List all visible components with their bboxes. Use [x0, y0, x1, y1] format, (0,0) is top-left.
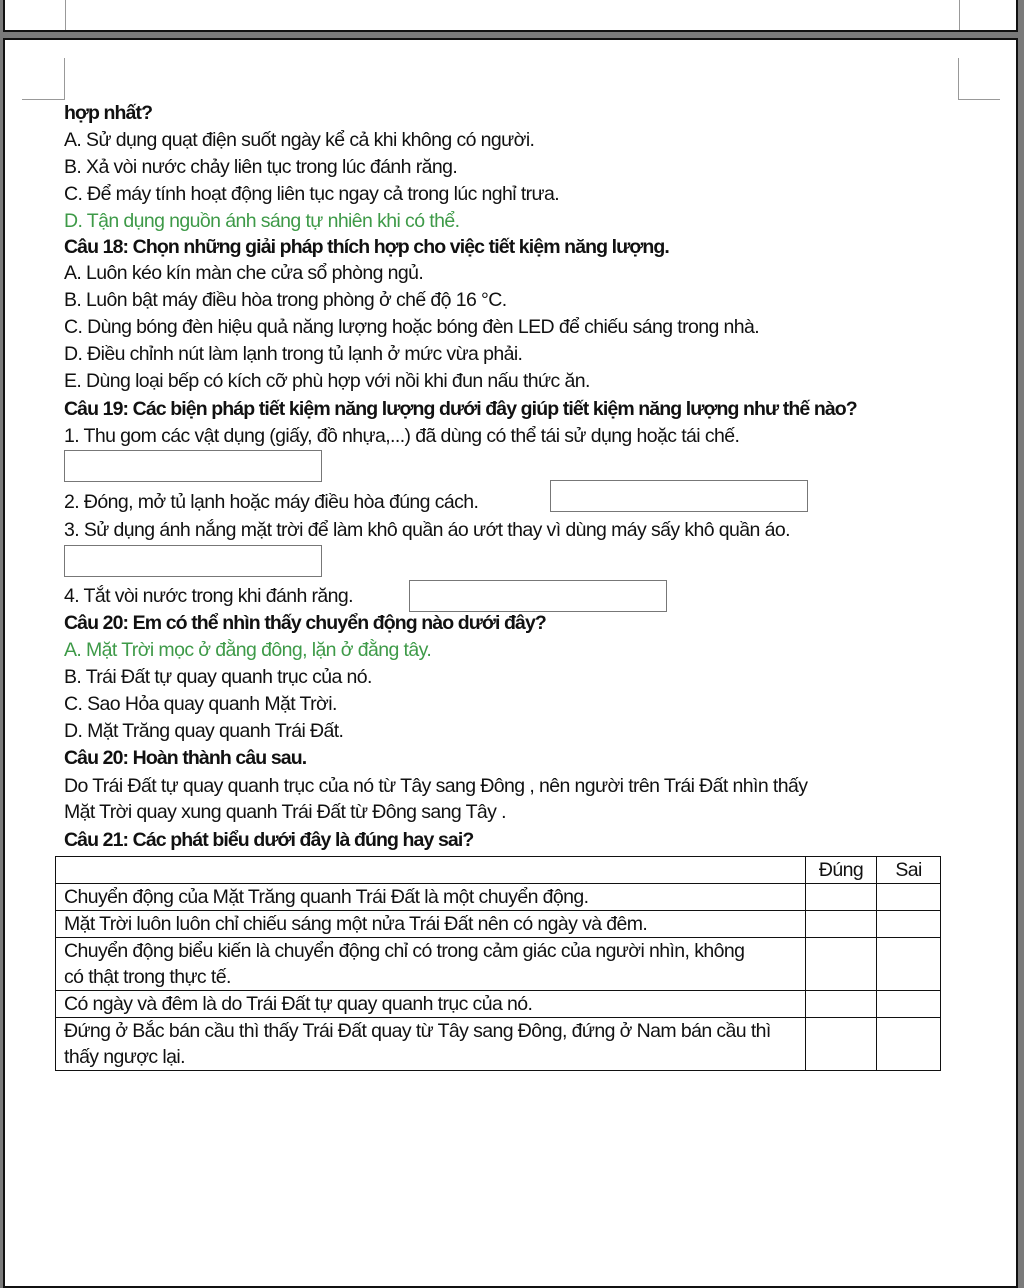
header-true: Đúng [806, 857, 877, 884]
false-cell[interactable] [877, 991, 941, 1018]
true-cell[interactable] [806, 991, 877, 1018]
table-row [56, 938, 941, 991]
option: A. Sử dụng quạt điện suốt ngày kể cả khi không có người. [64, 129, 535, 151]
answer-box-4[interactable] [409, 580, 667, 612]
statement: Mặt Trời luôn luôn chỉ chiếu sáng một nửa Trái Đất nên có ngày và đêm. [56, 911, 806, 938]
answer-box-2[interactable] [550, 480, 808, 512]
margin-mark [958, 58, 959, 100]
margin-mark [959, 0, 960, 30]
statement: Chuyển động của Mặt Trăng quanh Trái Đất là một chuyển động. [56, 884, 806, 911]
table-row [56, 991, 941, 1018]
question-21: Câu 21: Các phát biểu dưới đây là đúng hay sai? [64, 829, 474, 851]
option: A. Luôn kéo kín màn che cửa sổ phòng ngủ. [64, 262, 424, 284]
item: 1. Thu gom các vật dụng (giấy, đồ nhựa,...) đã dùng có thể tái sử dụng hoặc tái chế. [64, 425, 740, 447]
option: D. Điều chỉnh nút làm lạnh trong tủ lạnh ở mức vừa phải. [64, 343, 523, 365]
table-header-row [56, 857, 941, 884]
margin-mark [64, 58, 65, 100]
question-continuation: hợp nhất? [64, 102, 153, 124]
previous-page [3, 0, 1018, 32]
statement: Đứng ở Bắc bán cầu thì thấy Trái Đất quay từ Tây sang Đông, đứng ở Nam bán cầu thì thấy ngược lại. [56, 1018, 806, 1071]
table-row [56, 911, 941, 938]
margin-mark [958, 99, 1000, 100]
answer-box-1[interactable] [64, 450, 322, 482]
table-row [56, 1018, 941, 1071]
item: 3. Sử dụng ánh nắng mặt trời để làm khô quần áo ướt thay vì dùng máy sấy khô quần áo. [64, 519, 790, 541]
paragraph-line: Do Trái Đất tự quay quanh trục của nó từ Tây sang Đông , nên người trên Trái Đất nhìn thấy [64, 775, 808, 797]
true-cell[interactable] [806, 938, 877, 991]
margin-mark [22, 99, 64, 100]
false-cell[interactable] [877, 938, 941, 991]
true-cell[interactable] [806, 911, 877, 938]
paragraph-line: Mặt Trời quay xung quanh Trái Đất từ Đông sang Tây . [64, 801, 506, 823]
question-19: Câu 19: Các biện pháp tiết kiệm năng lượng dưới đây giúp tiết kiệm năng lượng như thế nào? [64, 398, 857, 420]
statement: Có ngày và đêm là do Trái Đất tự quay quanh trục của nó. [56, 991, 806, 1018]
option-correct: A. Mặt Trời mọc ở đằng đông, lặn ở đằng tây. [64, 639, 432, 661]
statement: Chuyển động biểu kiến là chuyển động chỉ có trong cảm giác của người nhìn, không có thật trong thực tế. [56, 938, 806, 991]
header-statement [56, 857, 806, 884]
false-cell[interactable] [877, 911, 941, 938]
table-row [56, 884, 941, 911]
item: 2. Đóng, mở tủ lạnh hoặc máy điều hòa đúng cách. [64, 491, 479, 513]
item: 4. Tắt vòi nước trong khi đánh răng. [64, 585, 353, 607]
option: B. Trái Đất tự quay quanh trục của nó. [64, 666, 372, 688]
question-20-complete: Câu 20: Hoàn thành câu sau. [64, 747, 307, 769]
option: B. Luôn bật máy điều hòa trong phòng ở chế độ 16 °C. [64, 289, 507, 311]
true-cell[interactable] [806, 1018, 877, 1071]
header-false: Sai [877, 857, 941, 884]
option: C. Dùng bóng đèn hiệu quả năng lượng hoặc bóng đèn LED để chiếu sáng trong nhà. [64, 316, 760, 338]
option: E. Dùng loại bếp có kích cỡ phù hợp với nồi khi đun nấu thức ăn. [64, 370, 590, 392]
true-false-table [55, 856, 941, 1071]
answer-box-3[interactable] [64, 545, 322, 577]
option: C. Sao Hỏa quay quanh Mặt Trời. [64, 693, 337, 715]
option: D. Mặt Trăng quay quanh Trái Đất. [64, 720, 344, 742]
option: B. Xả vòi nước chảy liên tục trong lúc đánh răng. [64, 156, 458, 178]
true-cell[interactable] [806, 884, 877, 911]
margin-mark [65, 0, 66, 30]
question-20: Câu 20: Em có thể nhìn thấy chuyển động nào dưới đây? [64, 612, 546, 634]
option: C. Để máy tính hoạt động liên tục ngay cả trong lúc nghỉ trưa. [64, 183, 560, 205]
false-cell[interactable] [877, 1018, 941, 1071]
question-18: Câu 18: Chọn những giải pháp thích hợp cho việc tiết kiệm năng lượng. [64, 236, 669, 258]
option-correct: D. Tận dụng nguồn ánh sáng tự nhiên khi có thể. [64, 210, 460, 232]
false-cell[interactable] [877, 884, 941, 911]
